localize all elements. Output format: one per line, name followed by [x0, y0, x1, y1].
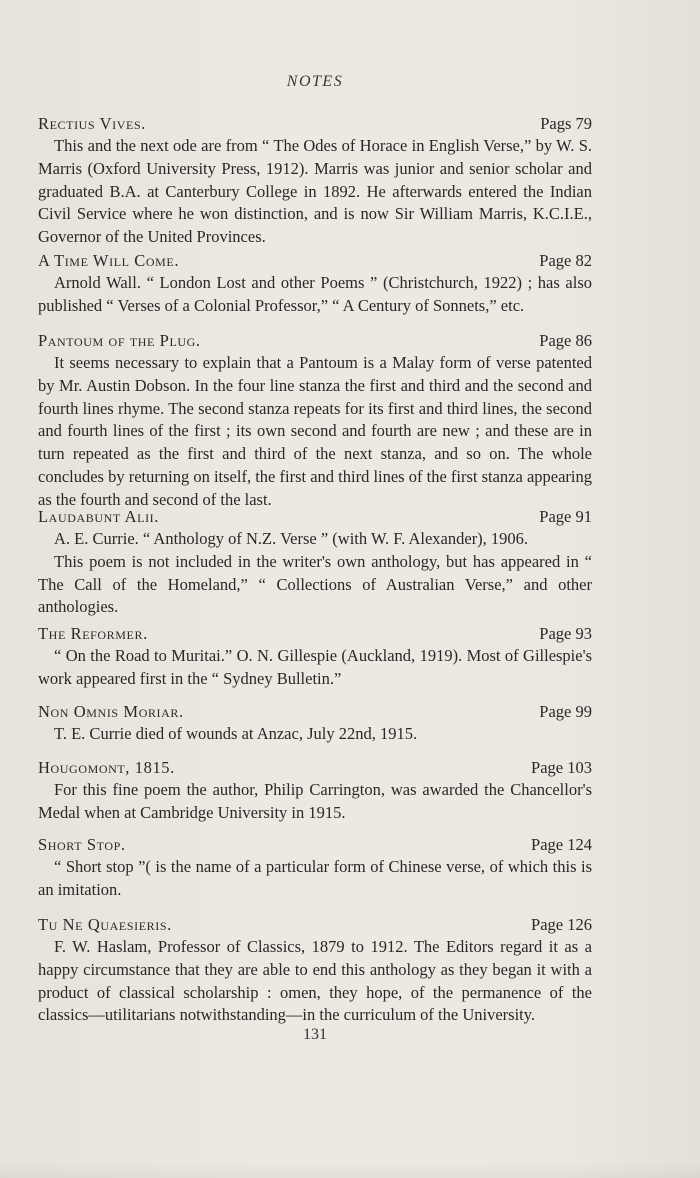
- entry-page-ref: Page 99: [539, 702, 592, 721]
- entry-header: [38, 506, 592, 528]
- page-number: 131: [303, 1026, 327, 1043]
- entry-heading: Hougomont, 1815.: [38, 758, 175, 777]
- note-entry: [38, 914, 592, 1027]
- entry-body: [38, 856, 592, 902]
- entry-body: [38, 645, 592, 691]
- entry-paragraph: This poem is not included in the writer's own anthology, but has appeared in “ The Call of the Homeland,” “ Collections of Australian Verse,” and other anthologies.: [38, 551, 592, 617]
- entry-header: [38, 623, 592, 645]
- entry-heading: Pantoum of the Plug.: [38, 331, 201, 350]
- entry-body: [38, 528, 592, 619]
- entry-page-ref: Page 91: [539, 507, 592, 526]
- note-entry: [38, 623, 592, 691]
- entry-page-ref: Pags 79: [540, 114, 592, 133]
- entry-header: [38, 113, 592, 135]
- note-entry: [38, 834, 592, 902]
- entry-heading: A Time Will Come.: [38, 251, 180, 270]
- entry-paragraph: “ Short stop ”( is the name of a particular form of Chinese verse, of which this is an imitation.: [38, 857, 592, 899]
- entry-heading: Tu Ne Quaesieris.: [38, 915, 172, 934]
- entry-heading: Short Stop.: [38, 835, 126, 854]
- entry-body: [38, 352, 592, 512]
- entry-paragraph: T. E. Currie died of wounds at Anzac, July 22nd, 1915.: [54, 724, 418, 743]
- entry-paragraph: A. E. Currie. “ Anthology of N.Z. Verse ” (with W. F. Alexander), 1906.: [54, 529, 529, 548]
- entry-body: [38, 272, 592, 318]
- entry-page-ref: Page 126: [531, 915, 592, 934]
- note-entry: [38, 506, 592, 619]
- note-entry: [38, 757, 592, 825]
- entry-paragraph: For this fine poem the author, Philip Carrington, was awarded the Chancellor's Medal when at Cambridge University in 1915.: [38, 780, 592, 822]
- entry-header: [38, 834, 592, 856]
- entry-paragraph: This and the next ode are from “ The Odes of Horace in English Verse,” by W. S. Marris (Oxford University Press, 1912). Marris was junior and senior scholar and graduated B.A. at Canterbury College in 1892. He afterwards entered the Indian Civil Service where he won distinction, and is now Sir William Marris, K.C.I.E., Governor of the United Provinces.: [38, 136, 592, 247]
- entry-paragraph: It seems necessary to explain that a Pantoum is a Malay form of verse patented by Mr. Austin Dobson. In the four line stanza the first and third and the second and fourth lines rhyme. The second stanza repeats for its first and third lines, the second and fourth lines of the first ; its own second and fourth are new ; and these are in turn repeated as the first and third of the next stanza, and so on. The whole concludes by returning on itself, the first and third lines of the first stanza appearing as the fourth and second of the last.: [38, 353, 592, 509]
- entry-page-ref: Page 124: [531, 835, 592, 854]
- entry-page-ref: Page 82: [539, 251, 592, 270]
- entry-paragraph: Arnold Wall. “ London Lost and other Poems ” (Christchurch, 1922) ; has also published “ Verses of a Colonial Professor,” “ A Century of Sonnets,” etc.: [38, 273, 592, 315]
- entry-header: [38, 914, 592, 936]
- entry-header: [38, 757, 592, 779]
- note-entry: [38, 701, 592, 746]
- entry-heading: The Reformer.: [38, 624, 148, 643]
- entry-header: [38, 701, 592, 723]
- entry-body: [38, 135, 592, 249]
- note-entry: [38, 250, 592, 318]
- entry-page-ref: Page 103: [531, 758, 592, 777]
- note-entry: [38, 113, 592, 249]
- entry-paragraph: “ On the Road to Muritai.” O. N. Gillespie (Auckland, 1919). Most of Gillespie's work appeared first in the “ Sydney Bulletin.”: [38, 646, 592, 688]
- entry-header: [38, 250, 592, 272]
- entry-page-ref: Page 93: [539, 624, 592, 643]
- entry-body: [38, 779, 592, 825]
- entry-heading: Rectius Vives.: [38, 114, 146, 133]
- entry-heading: Non Omnis Moriar.: [38, 702, 184, 721]
- entry-header: [38, 330, 592, 352]
- entry-page-ref: Page 86: [539, 331, 592, 350]
- note-entry: [38, 330, 592, 512]
- entry-body: [38, 936, 592, 1027]
- entry-body: [38, 723, 592, 746]
- entry-heading: Laudabunt Alii.: [38, 507, 159, 526]
- entry-paragraph: F. W. Haslam, Professor of Classics, 1879 to 1912. The Editors regard it as a happy circumstance that they are able to end this anthology as they began it with a product of classical scholarship : omen, they hope, of the permanence of the classics—utilitarians notwithstanding—in the curriculum of the University.: [38, 937, 592, 1025]
- page-title: NOTES: [286, 73, 344, 90]
